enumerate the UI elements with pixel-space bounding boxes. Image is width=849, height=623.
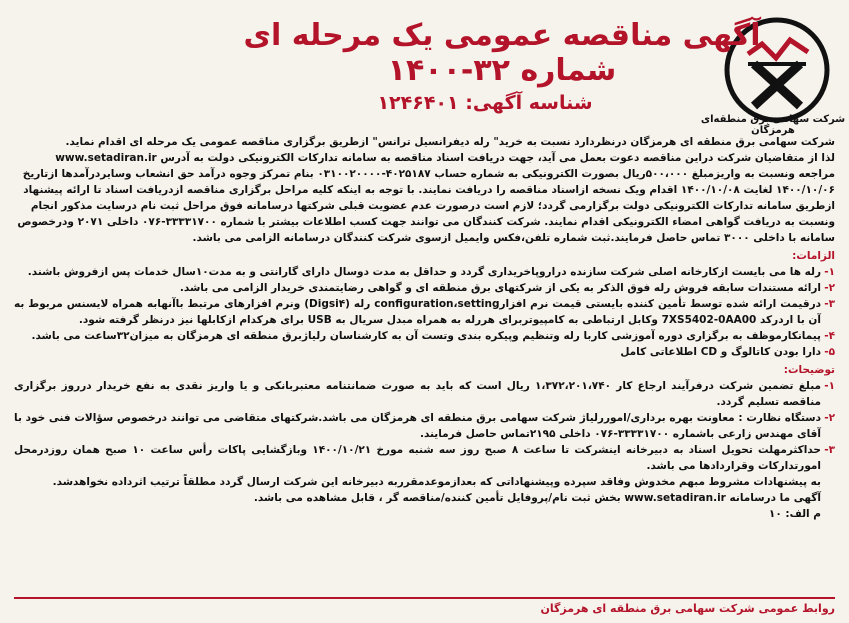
item-text: دستگاه نظارت : معاونت بهره برداری/اموررلیاژ شرکت سهامی برق منطقه ای هرمزگان می باشد.شرکتهای متقاضی می توانند درخصوص سؤالات فنی خود با آقای مهندس زارعی باشماره ۳۳۳۳۱۷۰۰-۰۷۶ داخلی ۲۱۹۵تماس حاصل فرمایند. <box>14 412 821 440</box>
intro-line: شرکت سهامی برق منطقه ای هرمزگان درنظردارد نسبت به خرید" رله دیفرانسیل ترانس" ازطریق برگزاری مناقصه عمومی یک مرحله ای اقدام نماید. <box>65 136 835 148</box>
item-number: ۱- <box>824 266 835 278</box>
note-item <box>14 410 835 442</box>
item-text: به پیشنهادات مشروط مبهم مخدوش وفاقد سپرده وپیشنهاداتی که بعدازموعدمقرربه دبیرخانه این شرکت ارسال گردد مطلقاً ترتیب اثرداده نخواهدشد. <box>52 476 821 488</box>
ad-id: شناسه آگهی: ۱۲۴۶۴۰۱ <box>377 92 593 114</box>
note-item <box>14 490 835 506</box>
item-text: م الف: ۱۰ <box>768 508 821 520</box>
requirement-item <box>14 296 835 328</box>
intro-line: سامانه با داخلی ۳۰۰۰ تماس حاصل فرمایند.ثبت شماره تلفن،فکس وایمیل ازسوی شرکت کنندگان درسامانه الزامی می باشد. <box>192 232 835 244</box>
item-number: ۱- <box>824 380 835 392</box>
footer-text: روابط عمومی شرکت سهامی برق منطقه ای هرمزگان <box>540 602 835 615</box>
item-text: پیمانکارموظف به برگزاری دوره آموزشی کاربا رله وتنظیم وپیکره بندی وتست آن به کارشناسان رلیاژبرق منطقه ای هرمزگان به میزان۳۲ساعت می باشد. <box>31 330 821 342</box>
requirement-item <box>14 264 835 280</box>
item-number <box>821 506 835 522</box>
intro-line: ونسبت به دریافت گواهی امضاء الکترونیکی اقدام نمایند. شرکت کنندگان می توانند جهت کسب اطلاعات بیشتر با شماره ۳۳۳۳۱۷۰۰-۰۷۶ داخلی ۲۰۷۱ ودرخصوص <box>17 216 835 228</box>
item-text: حداکثرمهلت تحویل اسناد به دبیرخانه اینشرکت تا ساعت ۸ صبح روز سه شنبه مورخ ۱۴۰۰/۱۰/۲۱ وبازگشایی پاکات رأس ساعت ۱۰ صبح همان روزدرمحل امورتدارکات وقراردادها می باشد. <box>14 444 821 472</box>
notes-heading: توضیحات: <box>783 364 835 376</box>
requirement-item <box>14 344 835 360</box>
item-text: مبلغ تضمین شرکت درفرآیند ارجاع کار ۱،۳۷۲،۲۰۱،۷۴۰ ریال است که باید به صورت ضمانتنامه معتبربانکی و یا واریز نقدی به نفع خریدار درروز برگزاری مناقصه تسلیم گردد. <box>14 380 821 408</box>
note-item <box>14 506 835 522</box>
item-text: رله ها می بایست ازکارخانه اصلی شرکت سازنده دراروپاخریداری گردد و حداقل به مدت دوسال دارای گارانتی و به مدت۱۰سال خدمات پس ازفروش باشند. <box>27 266 821 278</box>
item-number: ۳- <box>824 444 835 456</box>
requirement-item <box>14 280 835 296</box>
intro-line: ۱۴۰۰/۱۰/۰۶ لغایت ۱۴۰۰/۱۰/۰۸ اقدام ویک نسخه ازاسناد مناقصه را دریافت نمایند. با توجه به اینکه کلیه مراحل برگزاری مناقصه ازدریافت اسناد تا ارائه پیشنهاد <box>23 184 835 196</box>
item-text: دارا بودن کاتالوگ و CD اطلاعاتی کامل <box>620 346 821 358</box>
item-text: ارائه مستندات سابقه فروش رله فوق الذکر به یکی از شرکتهای برق منطقه ای و گواهی رضایتمندی خریدار الزامی می باشد. <box>179 282 821 294</box>
item-number: ۳- <box>824 298 835 310</box>
note-item <box>14 442 835 474</box>
intro-line: مراجعه ونسبت به واریزمبلغ ۵۰۰،۰۰۰ریال بصورت الکترونیکی به شماره حساب ۴۰۲۵۱۸۷-۰۳۱۰۰۲۰۰۰۰ بنام تمرکز وجوه درآمد حق انشعاب وسایردرآمدها ازتاریخ <box>22 168 835 180</box>
item-number <box>821 474 835 490</box>
item-number <box>821 490 835 506</box>
note-item <box>14 378 835 410</box>
item-number: ۵- <box>824 346 835 358</box>
item-text: آگهی ما درسامانه www.setadiran.ir بخش ثبت نام/پروفایل تأمین کننده/مناقصه گر ، قابل مشاهده می باشد. <box>253 492 821 504</box>
requirements-heading: الزامات: <box>792 250 835 262</box>
footer <box>14 597 835 619</box>
item-number: ۴- <box>824 330 835 342</box>
item-text: درقیمت ارائه شده توسط تأمین کننده بایستی قیمت نرم افزارconfiguration،setting رله (Digsi۴) ونرم افزارهای مرتبط باآنهابه همراه لایسنس مربوط به آن با اردرکد 7XS5402-0AA00 وکابل ارتباطی به کامپیوتربرای هررله به همراه مبدل سریال به USB برای هرکدام ازکابلها نیز درنظر گرفته شود. <box>14 298 821 326</box>
intro-line: لذا از متقاضیان شرکت دراین مناقصه دعوت بعمل می آید، جهت دریافت اسناد مناقصه به سامانه تدارکات الکترونیکی دولت به آدرس www.setadiran.ir <box>55 152 835 164</box>
note-item <box>14 474 835 490</box>
requirement-item <box>14 328 835 344</box>
ad-body <box>14 134 835 522</box>
item-number: ۲- <box>824 412 835 424</box>
intro-line: ازطریق سامانه تدارکات الکترونیکی دولت برگزارمی گردد؛ لازم است درصورت عدم عضویت قبلی شرکتها درسامانه فوق مراحل ثبت نام درسایت مذکور انجام <box>30 200 835 212</box>
item-number: ۲- <box>824 282 835 294</box>
company-name: شرکت سهامی برق منطقه‌ای هرمزگان <box>700 114 846 136</box>
ad-title: آگهی مناقصه عمومی یک مرحله ای شماره ۳۲-۱۴۰۰ <box>243 18 761 88</box>
